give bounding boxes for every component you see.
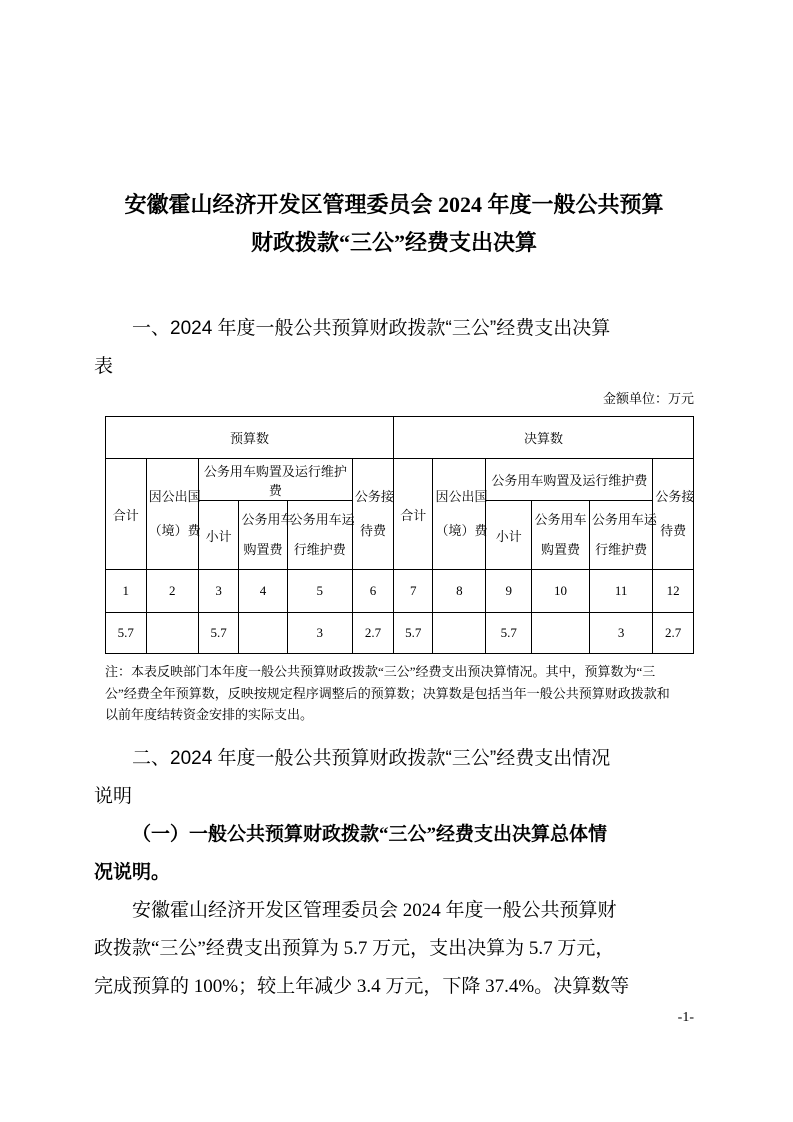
column-number-cell: 3 — [198, 570, 239, 613]
header-line: 公务用车 — [241, 512, 294, 527]
group-header-budget: 预算数 — [106, 417, 394, 459]
header-line: 行维护费 — [595, 542, 648, 557]
subsection1-heading-line: （一）一般公共预算财政拨款“三公”经费支出决算总体情 — [132, 823, 608, 845]
column-number-cell: 5 — [287, 570, 352, 613]
value-cell — [532, 613, 590, 654]
column-number-cell: 2 — [146, 570, 198, 613]
table-note-line: 公”经费全年预算数，反映按规定程序调整后的预算数；决算数是包括当年一般公共预算财政拨款和 — [105, 685, 670, 701]
column-number-cell: 1 — [106, 570, 147, 613]
column-number-cell: 6 — [352, 570, 393, 613]
header-operation-final — [589, 501, 657, 570]
body-paragraph-line: 安徽霍山经济开发区管理委员会 2024 年度一般公共预算财 — [132, 899, 617, 921]
header-line: 公务接 — [354, 489, 394, 504]
document-title — [94, 186, 694, 262]
value-cell: 5.7 — [198, 613, 239, 654]
header-abroad-final — [433, 459, 486, 570]
subsection1-heading-line: 况说明。 — [94, 861, 171, 883]
value-cell: 5.7 — [106, 613, 147, 654]
unit-label: 金额单位：万元 — [602, 391, 694, 406]
value-cell — [433, 613, 486, 654]
header-line: 待费 — [359, 523, 386, 538]
header-line: （境）费 — [435, 523, 488, 538]
header-subtotal-final: 小计 — [486, 501, 532, 570]
header-reception-final — [653, 459, 694, 570]
subsection1-heading — [94, 816, 694, 892]
column-number-cell: 7 — [394, 570, 433, 613]
budget-table — [105, 416, 694, 654]
header-vehicle-group-final: 公务用车购置及运行维护费 — [486, 459, 653, 501]
header-line: 行维护费 — [293, 542, 346, 557]
document-title-line: 安徽霍山经济开发区管理委员会 2024 年度一般公共预算 — [124, 192, 664, 217]
section2-heading-line: 二、2024 年度一般公共预算财政拨款“三公”经费支出情况 — [132, 747, 611, 769]
header-line: 待费 — [660, 523, 687, 538]
page-number: -1- — [677, 1009, 694, 1025]
section1-heading-line: 表 — [94, 356, 114, 377]
table-note-line: 注：本表反映部门本年度一般公共预算财政拨款“三公”经费支出预决算情况。其中，预算数为“三 — [105, 664, 656, 679]
value-cell: 3 — [287, 613, 352, 654]
header-total-budget: 合计 — [106, 459, 147, 570]
column-number-cell: 12 — [653, 570, 694, 613]
value-cell: 2.7 — [653, 613, 694, 654]
header-line: 购置费 — [243, 542, 283, 557]
group-header-final: 决算数 — [394, 417, 694, 459]
value-cell — [146, 613, 198, 654]
section2-heading-line: 说明 — [94, 785, 133, 807]
value-cell: 5.7 — [486, 613, 532, 654]
column-number-cell: 4 — [239, 570, 287, 613]
header-line: （境）费 — [148, 523, 201, 538]
value-cell: 2.7 — [352, 613, 393, 654]
value-cell: 3 — [589, 613, 653, 654]
header-line: 因公出国 — [435, 489, 488, 504]
header-reception-budget — [352, 459, 393, 570]
header-line: 公务接 — [655, 489, 695, 504]
table-note-line: 以前年度结转资金安排的实际支出。 — [105, 707, 314, 722]
column-number-cell: 11 — [589, 570, 653, 613]
header-operation-budget — [287, 501, 355, 570]
header-line: 因公出国 — [148, 489, 201, 504]
header-line: 公务用车运 — [591, 512, 657, 527]
value-cell: 5.7 — [394, 613, 433, 654]
column-number-cell: 8 — [433, 570, 486, 613]
header-purchase-budget — [239, 501, 294, 570]
column-number-cell: 10 — [532, 570, 590, 613]
header-subtotal-budget: 小计 — [198, 501, 239, 570]
header-total-final: 合计 — [394, 459, 433, 570]
body-paragraph-line: 政拨款“三公”经费支出预算为 5.7 万元，支出决算为 5.7 万元， — [94, 937, 615, 959]
section1-heading-line: 一、2024 年度一般公共预算财政拨款“三公”经费支出决算 — [132, 318, 611, 339]
document-title-line: 财政拨款“三公”经费支出决算 — [250, 230, 537, 255]
header-line: 公务用车运 — [289, 512, 355, 527]
table-note — [105, 661, 694, 726]
header-purchase-final — [532, 501, 590, 570]
section1-heading — [94, 310, 694, 386]
body-paragraph — [94, 892, 694, 1006]
header-line: 购置费 — [541, 542, 581, 557]
header-abroad-budget — [146, 459, 201, 570]
header-vehicle-group-budget: 公务用车购置及运行维护费 — [198, 459, 352, 501]
column-number-cell: 9 — [486, 570, 532, 613]
body-paragraph-line: 完成预算的 100%；较上年减少 3.4 万元，下降 37.4%。决算数等 — [94, 975, 630, 997]
section2-heading — [94, 740, 694, 816]
value-cell — [239, 613, 287, 654]
header-line: 公务用车 — [534, 512, 587, 527]
